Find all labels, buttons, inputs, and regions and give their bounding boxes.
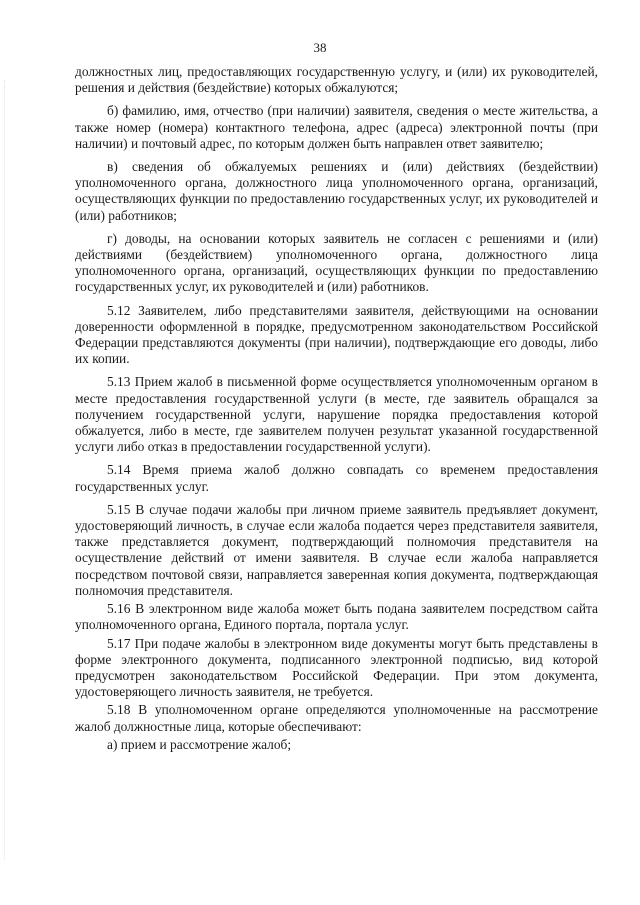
paragraph-item-g: г) доводы, на основании которых заявитель не согласен с решениями и (или) действиями (бездействием) уполномоченного органа, должностного лица уполномоченного органа, организаций, осуществляющих функции по предоставлению государственных услуг, их руководителей и (или) работников. xyxy=(75,230,598,295)
paragraph-item-v: в) сведения об обжалуемых решениях и (или) действиях (бездействии) уполномоченного органа, должностного лица уполномоченного органа, организаций, осуществляющих функции по предоставлению государственных услуг, их руководителей и (или) работников; xyxy=(75,159,598,223)
paragraph-5-15: 5.15 В случае подачи жалобы при личном приеме заявитель предъявляет документ, удостоверяющий личность, в случае если жалоба подается через представителя заявителя, также представляется документ, подтверждающий полномочия представителя на осуществление действий от имени заявителя. В случае если жалоба направляется посредством почтовой связи, направляется заверенная копия документа, подтверждающая полномочия представителя. xyxy=(75,501,598,598)
document-body xyxy=(75,64,598,753)
paragraph-item-b: б) фамилию, имя, отчество (при наличии) заявителя, сведения о месте жительства, а также номер (номера) контактного телефона, адрес (адреса) электронной почты (при наличии) и почтовый адрес, по которым должен быть направлен ответ заявителю; xyxy=(75,103,598,151)
paragraph-continuation: должностных лиц, предоставляющих государственную услугу, и (или) их руководителей, решения и действия (бездействие) которых обжалуются; xyxy=(75,64,598,96)
paragraph-5-17: 5.17 При подаче жалобы в электронном виде документы могут быть представлены в форме электронного документа, подписанного электронной подписью, вид которой предусмотрен законодательством Российской Федерации. При этом документа, удостоверяющего личность заявителя, не требуется. xyxy=(75,635,598,700)
paragraph-5-16: 5.16 В электронном виде жалоба может быть подана заявителем посредством сайта уполномоченного органа, Единого портала, портала услуг. xyxy=(75,601,598,633)
paragraph-5-13: 5.13 Прием жалоб в письменной форме осуществляется уполномоченным органом в месте предоставления государственной услуги (в месте, где заявитель обращался за получением государственной услуги, нарушение порядка предоставления которой обжалуется, либо в месте, где заявителем получен результат указанной государственной услуги либо отказ в предоставлении государственной услуги). xyxy=(75,374,598,455)
paragraph-item-a: а) прием и рассмотрение жалоб; xyxy=(107,736,292,752)
paragraph-5-12: 5.12 Заявителем, либо представителями заявителя, действующими на основании доверенности оформленной в порядке, предусмотренном законодательством Российской Федерации представляются документы (при наличии), подтверждающие его доводы, либо их копии. xyxy=(75,302,598,367)
paragraph-5-14: 5.14 Время приема жалоб должно совпадать со временем предоставления государственных услуг. xyxy=(75,462,598,494)
scan-edge-line xyxy=(4,80,5,860)
paragraph-5-18: 5.18 В уполномоченном органе определяются уполномоченные на рассмотрение жалоб должностные лица, которые обеспечивают: xyxy=(75,702,598,734)
page-number: 38 xyxy=(313,40,327,55)
